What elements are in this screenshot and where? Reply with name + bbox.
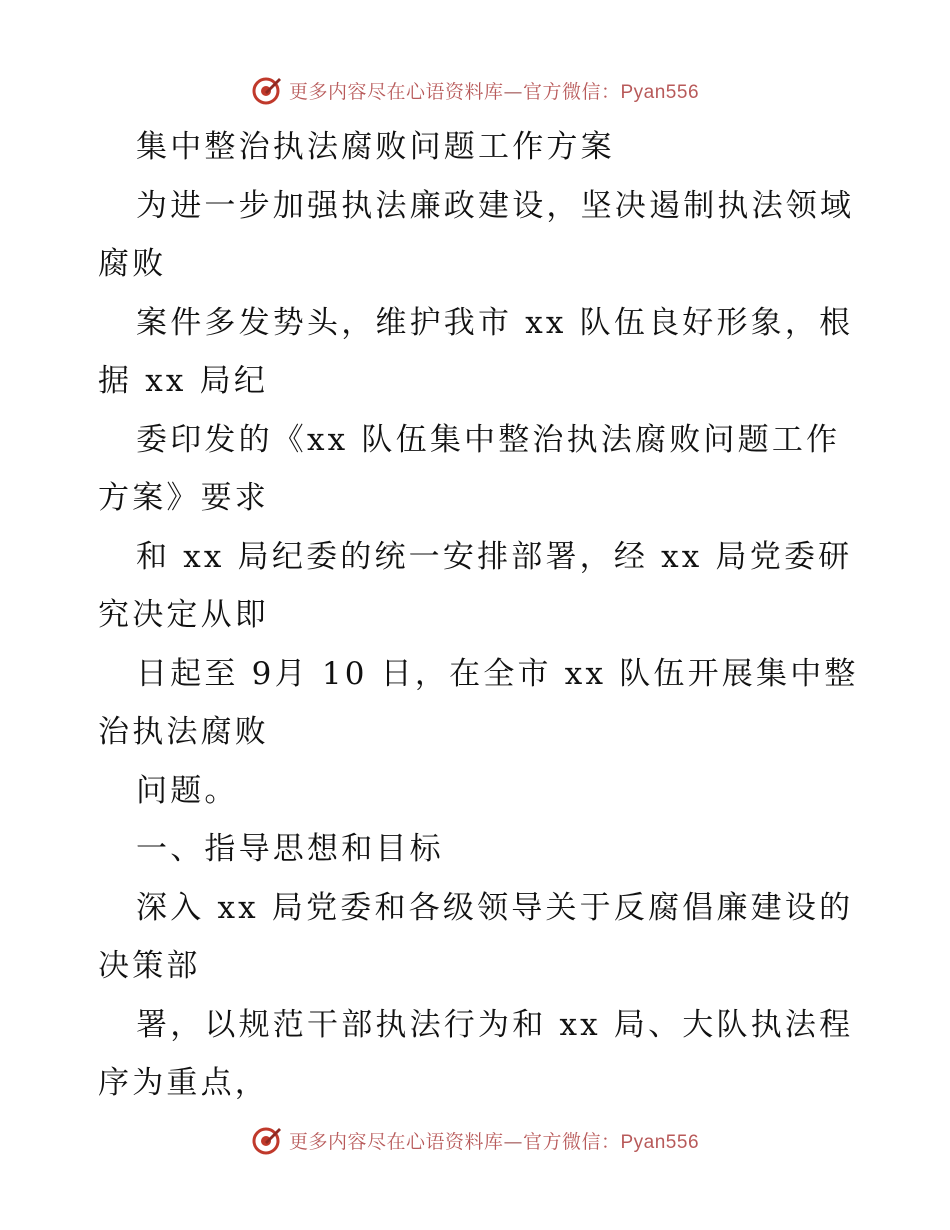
watermark-account: Pyan556 bbox=[620, 81, 700, 103]
paragraph-line: 日起至 9月 10 日，在全市 xx 队伍开展集中整 bbox=[136, 655, 859, 692]
paragraph-line: 和 xx 局纪委的统一安排部署，经 xx 局党委研 bbox=[136, 538, 853, 575]
paragraph-line: 署，以规范干部执法行为和 xx 局、大队执法程 bbox=[136, 1006, 854, 1043]
paragraph-line: 委印发的《xx 队伍集中整治执法腐败问题工作 bbox=[136, 421, 841, 458]
paragraph-line: 问题。 bbox=[136, 772, 239, 809]
watermark-official-label: 官方微信： bbox=[522, 1130, 621, 1153]
paragraph-line: 为进一步加强执法廉政建设，坚决遏制执法领域 bbox=[136, 187, 855, 224]
paragraph-line: 序为重点， bbox=[98, 1065, 269, 1101]
header-watermark-banner bbox=[0, 70, 950, 110]
watermark-brand: 更多内容尽在心语资料库 bbox=[288, 80, 504, 103]
paragraph-line: 案件多发势头，维护我市 xx 队伍良好形象，根 bbox=[136, 304, 854, 341]
section-heading: 一、指导思想和目标 bbox=[136, 831, 444, 867]
footer-watermark-banner bbox=[0, 1120, 950, 1160]
watermark-brand: 更多内容尽在心语资料库 bbox=[288, 1130, 504, 1153]
paragraph-line: 据 xx 局纪 bbox=[98, 363, 269, 399]
watermark-text bbox=[289, 77, 699, 104]
paragraph-line: 深入 xx 局党委和各级领导关于反腐倡廉建设的 bbox=[136, 889, 854, 926]
document-body bbox=[98, 118, 858, 1113]
watermark-dash: — bbox=[503, 80, 523, 103]
paragraph-line: 决策部 bbox=[98, 948, 201, 984]
paragraph-line: 腐败 bbox=[98, 246, 167, 282]
watermark-official-label: 官方微信： bbox=[522, 80, 621, 103]
watermark-account: Pyan556 bbox=[620, 1131, 700, 1153]
paragraph-line: 究决定从即 bbox=[98, 597, 269, 633]
pen-logo-icon bbox=[251, 1124, 283, 1156]
document-title: 集中整治执法腐败问题工作方案 bbox=[136, 129, 615, 165]
pen-logo-icon bbox=[251, 74, 283, 106]
watermark-text bbox=[289, 1127, 699, 1154]
paragraph-line: 方案》要求 bbox=[98, 480, 269, 516]
watermark-dash: — bbox=[503, 1130, 523, 1153]
paragraph-line: 治执法腐败 bbox=[98, 714, 269, 750]
